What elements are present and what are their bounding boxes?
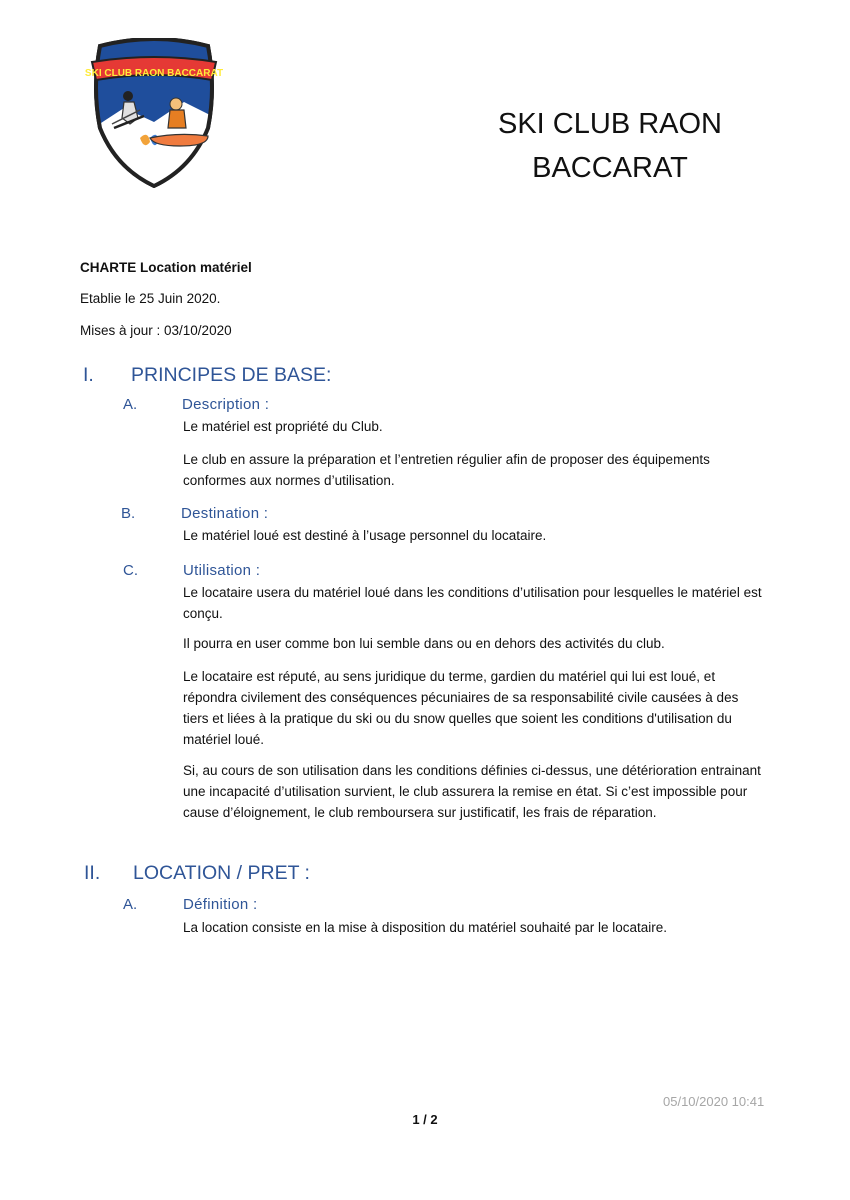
section-title: LOCATION / PRET : xyxy=(133,862,310,884)
paragraph: La location consiste en la mise à disposition du matériel souhaité par le locataire. xyxy=(183,920,668,935)
section-number: II. xyxy=(84,862,101,884)
paragraph: Le locataire est réputé, au sens juridique du terme, gardien du matériel qui lui est loué, et répondra civilement des conséquences pécuniaires de sa responsabilité civile causées à des tiers et liées à la pratique du ski ou du snow quelles que soient les conditions d'utilisation du matériel loué. xyxy=(183,669,739,747)
subsection-title: Destination : xyxy=(181,505,269,522)
section-title: PRINCIPES DE BASE: xyxy=(131,364,332,386)
subsection-heading-description xyxy=(123,396,423,416)
section-number: I. xyxy=(83,364,94,386)
paragraph: Si, au cours de son utilisation dans les conditions définies ci-dessus, une détérioration entrainant une incapacité d’utilisation survient, le club assurera la remise en état. Si c’est impossible pour cause d’éloignement, le club remboursera sur justificatif, les frais de réparation. xyxy=(183,763,761,820)
updated-date: Mises à jour : 03/10/2020 xyxy=(80,323,232,338)
footer-datetime: 05/10/2020 10:41 xyxy=(663,1094,765,1109)
subsection-title: Définition : xyxy=(183,896,258,913)
subsection-title: Utilisation : xyxy=(183,562,261,579)
section-heading-principes xyxy=(83,364,483,390)
paragraph: Il pourra en user comme bon lui semble dans ou en dehors des activités du club. xyxy=(183,636,665,651)
subsection-number: C. xyxy=(123,562,138,579)
subsection-title: Description : xyxy=(182,396,270,413)
subsection-heading-destination xyxy=(121,505,421,525)
subsection-heading-definition xyxy=(123,896,423,916)
club-title-line2: BACCARAT xyxy=(532,152,688,184)
paragraph: Le locataire usera du matériel loué dans les conditions d’utilisation pour lesquelles le matériel est conçu. xyxy=(183,585,762,621)
club-title-line1: SKI CLUB RAON xyxy=(498,108,722,140)
svg-text:SKI CLUB RAON BACCARAT: SKI CLUB RAON BACCARAT xyxy=(84,68,224,79)
logo-banner-text xyxy=(84,38,224,88)
subsection-number: A. xyxy=(123,396,138,413)
established-date: Etablie le 25 Juin 2020. xyxy=(80,291,221,306)
club-title xyxy=(470,102,750,190)
paragraph: Le matériel loué est destiné à l’usage personnel du locataire. xyxy=(183,528,547,543)
section-heading-location xyxy=(84,862,484,888)
paragraph: Le matériel est propriété du Club. xyxy=(183,419,383,434)
subsection-heading-utilisation xyxy=(123,562,423,582)
subsection-number: B. xyxy=(121,505,136,522)
subsection-number: A. xyxy=(123,896,138,913)
page-number: 1 / 2 xyxy=(412,1112,438,1127)
club-logo xyxy=(84,38,224,188)
charte-title: CHARTE Location matériel xyxy=(80,260,252,275)
paragraph: Le club en assure la préparation et l’entretien régulier afin de proposer des équipements conformes aux normes d’utilisation. xyxy=(183,452,710,488)
